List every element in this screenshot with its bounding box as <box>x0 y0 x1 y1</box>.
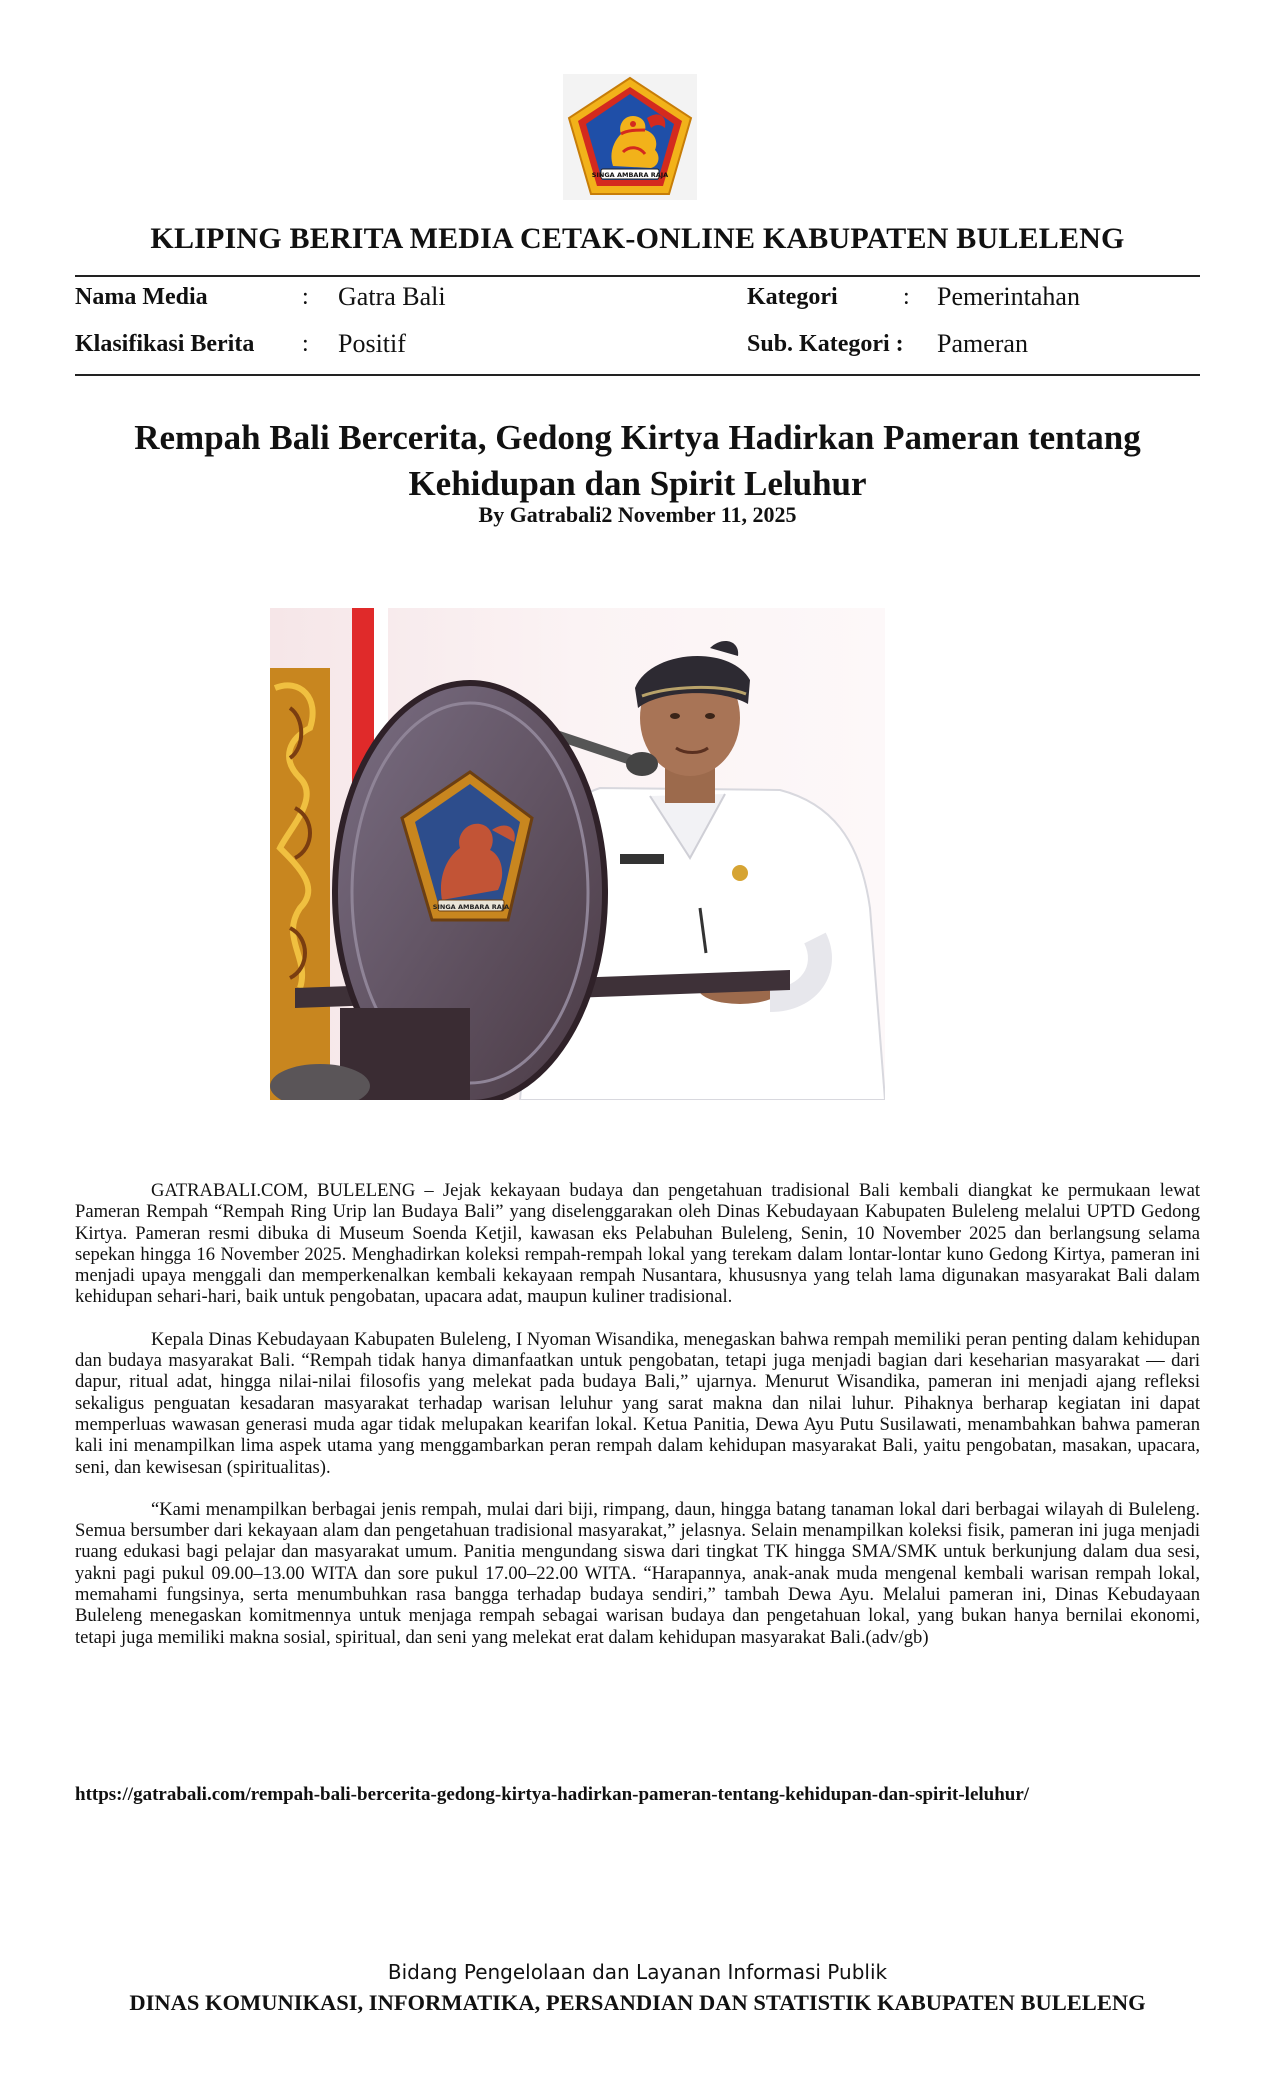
classification-colon: : <box>302 331 309 357</box>
category-value: Pemerintahan <box>937 282 1080 311</box>
media-value: Gatra Bali <box>338 282 446 311</box>
top-divider <box>75 275 1200 277</box>
meta-divider <box>75 374 1200 376</box>
logo-motto: SINGA AMBARA RAJA <box>591 171 669 179</box>
buleleng-emblem-logo <box>563 74 697 200</box>
footer-agency: DINAS KOMUNIKASI, INFORMATIKA, PERSANDIAN DAN STATISTIK KABUPATEN BULELENG <box>129 1990 1146 2015</box>
lectern-emblem-text: SINGA AMBARA RAJA <box>432 903 510 911</box>
document-title: KLIPING BERITA MEDIA CETAK-ONLINE KABUPATEN BULELENG <box>150 222 1125 255</box>
article-paragraph: Kepala Dinas Kebudayaan Kabupaten Buleleng, I Nyoman Wisandika, menegaskan bahwa rempah memiliki peran penting dalam kehidupan dan budaya masyarakat Bali. “Rempah tidak hanya dimanfaatkan untuk pengobatan, tetapi juga menjadi bagian dari keseharian masyarakat — dari dapur, ritual adat, hingga nilai-nilai filosofis yang melekat pada budaya Bali,” ujarnya. Menurut Wisandika, pameran ini menjadi ajang refleksi sekaligus penguatan kesadaran masyarakat terhadap warisan leluhur yang sarat makna dan nilai luhur. Pihaknya berharap kegiatan ini dapat memperluas wawasan generasi muda agar tidak melupakan kearifan lokal. Ketua Panitia, Dewa Ayu Putu Susilawati, menambahkan bahwa pameran kali ini menampilkan lima aspek utama yang menggambarkan peran rempah dalam kehidupan masyarakat Bali, yaitu pengobatan, masakan, upacara, seni, dan kewisesan (spiritualitas). <box>75 1328 1200 1478</box>
category-label: Kategori <box>747 284 838 310</box>
media-colon: : <box>302 284 309 310</box>
media-label: Nama Media <box>75 284 208 310</box>
article-photo-speaker-at-podium <box>270 608 885 1100</box>
article-paragraph: GATRABALI.COM, BULELENG – Jejak kekayaan budaya dan pengetahuan tradisional Bali kembali diangkat ke permukaan lewat Pameran Rempah “Rempah Ring Urip lan Budaya Bali” yang diselenggarakan oleh Dinas Kebudayaan Kabupaten Buleleng melalui UPTD Gedong Kirtya. Pameran resmi dibuka di Museum Soenda Ketjil, kawasan eks Pelabuhan Buleleng, Senin, 10 November 2025 dan berlangsung selama sepekan hingga 16 November 2025. Menghadirkan koleksi rempah-rempah lokal yang terekam dalam lontar-lontar kuno Gedong Kirtya, pameran ini menjadi upaya menggali dan memperkenalkan kembali kekayaan rempah Nusantara, khususnya yang telah lama digunakan masyarakat Bali dalam kehidupan sehari-hari, baik untuk pengobatan, upacara adat, maupun kuliner tradisional. <box>75 1180 1200 1308</box>
subcategory-value: Pameran <box>937 329 1028 358</box>
article-paragraph: “Kami menampilkan berbagai jenis rempah, mulai dari biji, rimpang, daun, hingga batang tanaman lokal dari berbagai wilayah di Buleleng. Semua bersumber dari kekayaan alam dan pengetahuan tradisional masyarakat,” jelasnya. Selain menampilkan koleksi fisik, pameran ini juga menjadi ruang edukasi bagi pelajar dan masyarakat umum. Panitia mengundang siswa dari tingkat TK hingga SMA/SMK untuk berkunjung dalam dua sesi, yakni pagi pukul 09.00–13.00 WITA dan sore pukul 17.00–22.00 WITA. “Harapannya, anak-anak muda mengenal kembali warisan rempah lokal, memahami fungsinya, serta menumbuhkan rasa bangga terhadap budaya sendiri,” tambah Dewa Ayu. Melalui pameran ini, Dinas Kebudayaan Buleleng menegaskan komitmennya untuk menjaga rempah sebagai warisan budaya dan pengetahuan lokal, yang bukan hanya bernilai ekonomi, tetapi juga memiliki makna sosial, spiritual, dan seni yang melekat erat dalam kehidupan masyarakat Bali.(adv/gb) <box>75 1498 1200 1648</box>
footer-division: Bidang Pengelolaan dan Layanan Informasi Publik <box>387 1960 888 1984</box>
source-url-link[interactable]: https://gatrabali.com/rempah-bali-bercerita-gedong-kirtya-hadirkan-pameran-tentang-kehidupan-dan-spirit-leluhur/ <box>75 1784 1030 1805</box>
article-headline: Rempah Bali Bercerita, Gedong Kirtya Hadirkan Pameran tentang Kehidupan dan Spirit Leluhur <box>134 418 1141 503</box>
article-body <box>75 1180 1200 1669</box>
subcategory-label: Sub. Kategori : <box>747 331 904 357</box>
classification-label: Klasifikasi Berita <box>75 331 255 357</box>
article-byline: By Gatrabali2 November 11, 2025 <box>478 502 797 527</box>
classification-value: Positif <box>338 329 406 358</box>
category-colon: : <box>903 284 910 310</box>
